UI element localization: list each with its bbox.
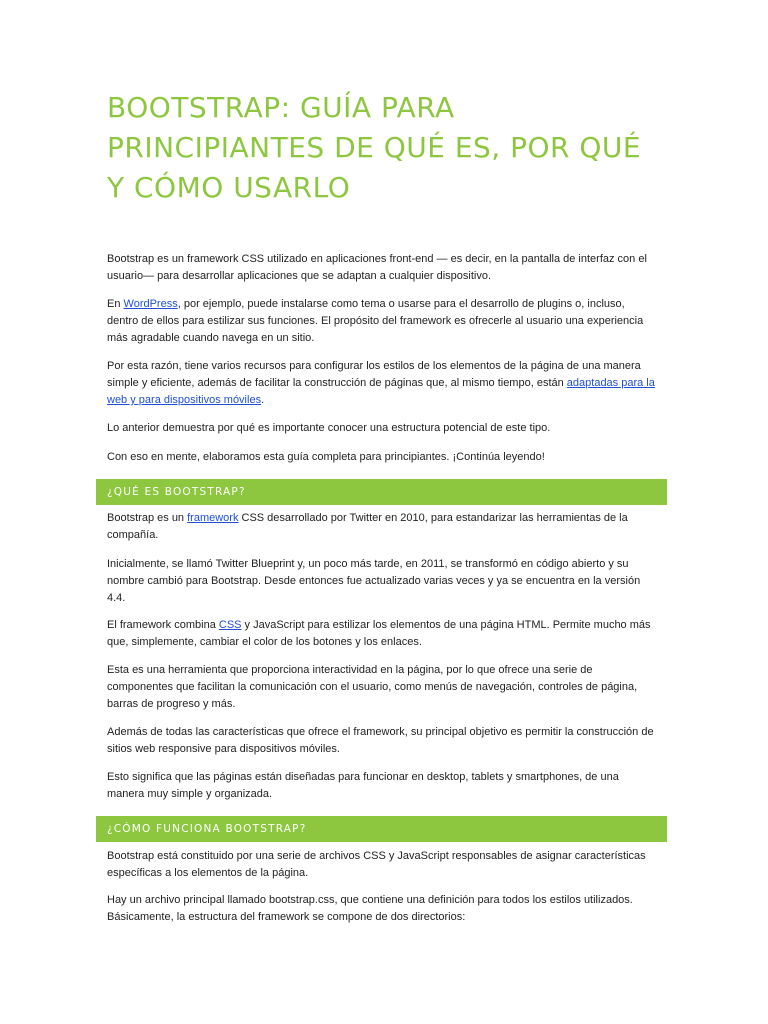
intro-paragraph-4: Lo anterior demuestra por qué es importante conocer una estructura potencial de este tipo. (107, 422, 551, 434)
s1-p1-text-before: Bootstrap es un (107, 512, 188, 524)
adaptadas-link[interactable]: adaptadas para la web y para dispositivos móviles (107, 377, 655, 406)
section-heading-que-es: ¿QUÉ ES BOOTSTRAP? (96, 479, 667, 505)
intro-paragraph-3 (107, 358, 657, 409)
wordpress-link[interactable]: WordPress (123, 298, 178, 310)
section2-paragraph-2: Hay un archivo principal llamado bootstrap.css, que contiene una definición para todos los estilos utilizados. Básicamente, la estructura del framework se compone de dos directorios: (107, 894, 633, 923)
intro-p2-text-after: , por ejemplo, puede instalarse como tema o usarse para el desarrollo de plugins o, incluso, dentro de ellos para estilizar sus funciones. El propósito del framework es ofrecerle al usuario una experiencia más agradable cuando navega en un sitio. (107, 298, 644, 344)
css-link[interactable]: CSS (218, 619, 242, 631)
intro-p3-text-after: . (261, 394, 265, 406)
intro-paragraph-2 (107, 296, 657, 347)
intro-paragraph-5: Con eso en mente, elaboramos esta guía completa para principiantes. ¡Continúa leyendo! (107, 451, 545, 463)
section2-paragraph-1: Bootstrap está constituido por una serie de archivos CSS y JavaScript responsables de asignar características específicas a los elementos de la página. (107, 850, 646, 879)
s1-p3-text-after: y JavaScript para estilizar los elementos de una página HTML. Permite mucho más que, simplemente, cambiar el color de los botones y los enlaces. (107, 619, 651, 648)
section1-paragraph-5: Además de todas las características que ofrece el framework, su principal objetivo es permitir la construcción de sitios web responsive para dispositivos móviles. (107, 726, 654, 755)
s1-p1-text-after: CSS desarrollado por Twitter en 2010, para estandarizar las herramientas de la compañía. (107, 512, 628, 541)
page-title: BOOTSTRAP: GUÍA PARA PRINCIPIANTES DE QUÉ ES, POR QUÉ Y CÓMO USARLO (107, 91, 642, 204)
intro-p2-text-before: En (107, 298, 124, 310)
intro-paragraph-1: Bootstrap es un framework CSS utilizado en aplicaciones front-end — es decir, en la pantalla de interfaz con el usuario— para desarrollar aplicaciones que se adaptan a cualquier dispositivo. (107, 253, 647, 282)
section1-paragraph-4: Esta es una herramienta que proporciona interactividad en la página, por lo que ofrece una serie de componentes que facilitan la comunicación con el usuario, como menús de navegación, controles de página, barras de progreso y más. (107, 664, 638, 710)
section1-paragraph-6: Esto significa que las páginas están diseñadas para funcionar en desktop, tablets y smartphones, de una manera muy simple y organizada. (107, 771, 619, 800)
section1-paragraph-2: Inicialmente, se llamó Twitter Blueprint y, un poco más tarde, en 2011, se transformó en código abierto y su nombre cambió para Bootstrap. Desde entonces fue actualizado varias veces y ya se encuentra en la versión 4.4. (107, 558, 641, 604)
intro-p3-text-before: Por esta razón, tiene varios recursos para configurar los estilos de los elementos de la página de una manera simple y eficiente, además de facilitar la construcción de páginas que, al mismo tiempo, están (107, 360, 641, 389)
section1-paragraph-3 (107, 617, 657, 651)
section-heading-como-funciona: ¿CÓMO FUNCIONA BOOTSTRAP? (96, 816, 667, 842)
section1-paragraph-1 (107, 510, 657, 544)
framework-link[interactable]: framework (187, 512, 239, 524)
s1-p3-text-before: El framework combina (107, 619, 219, 631)
